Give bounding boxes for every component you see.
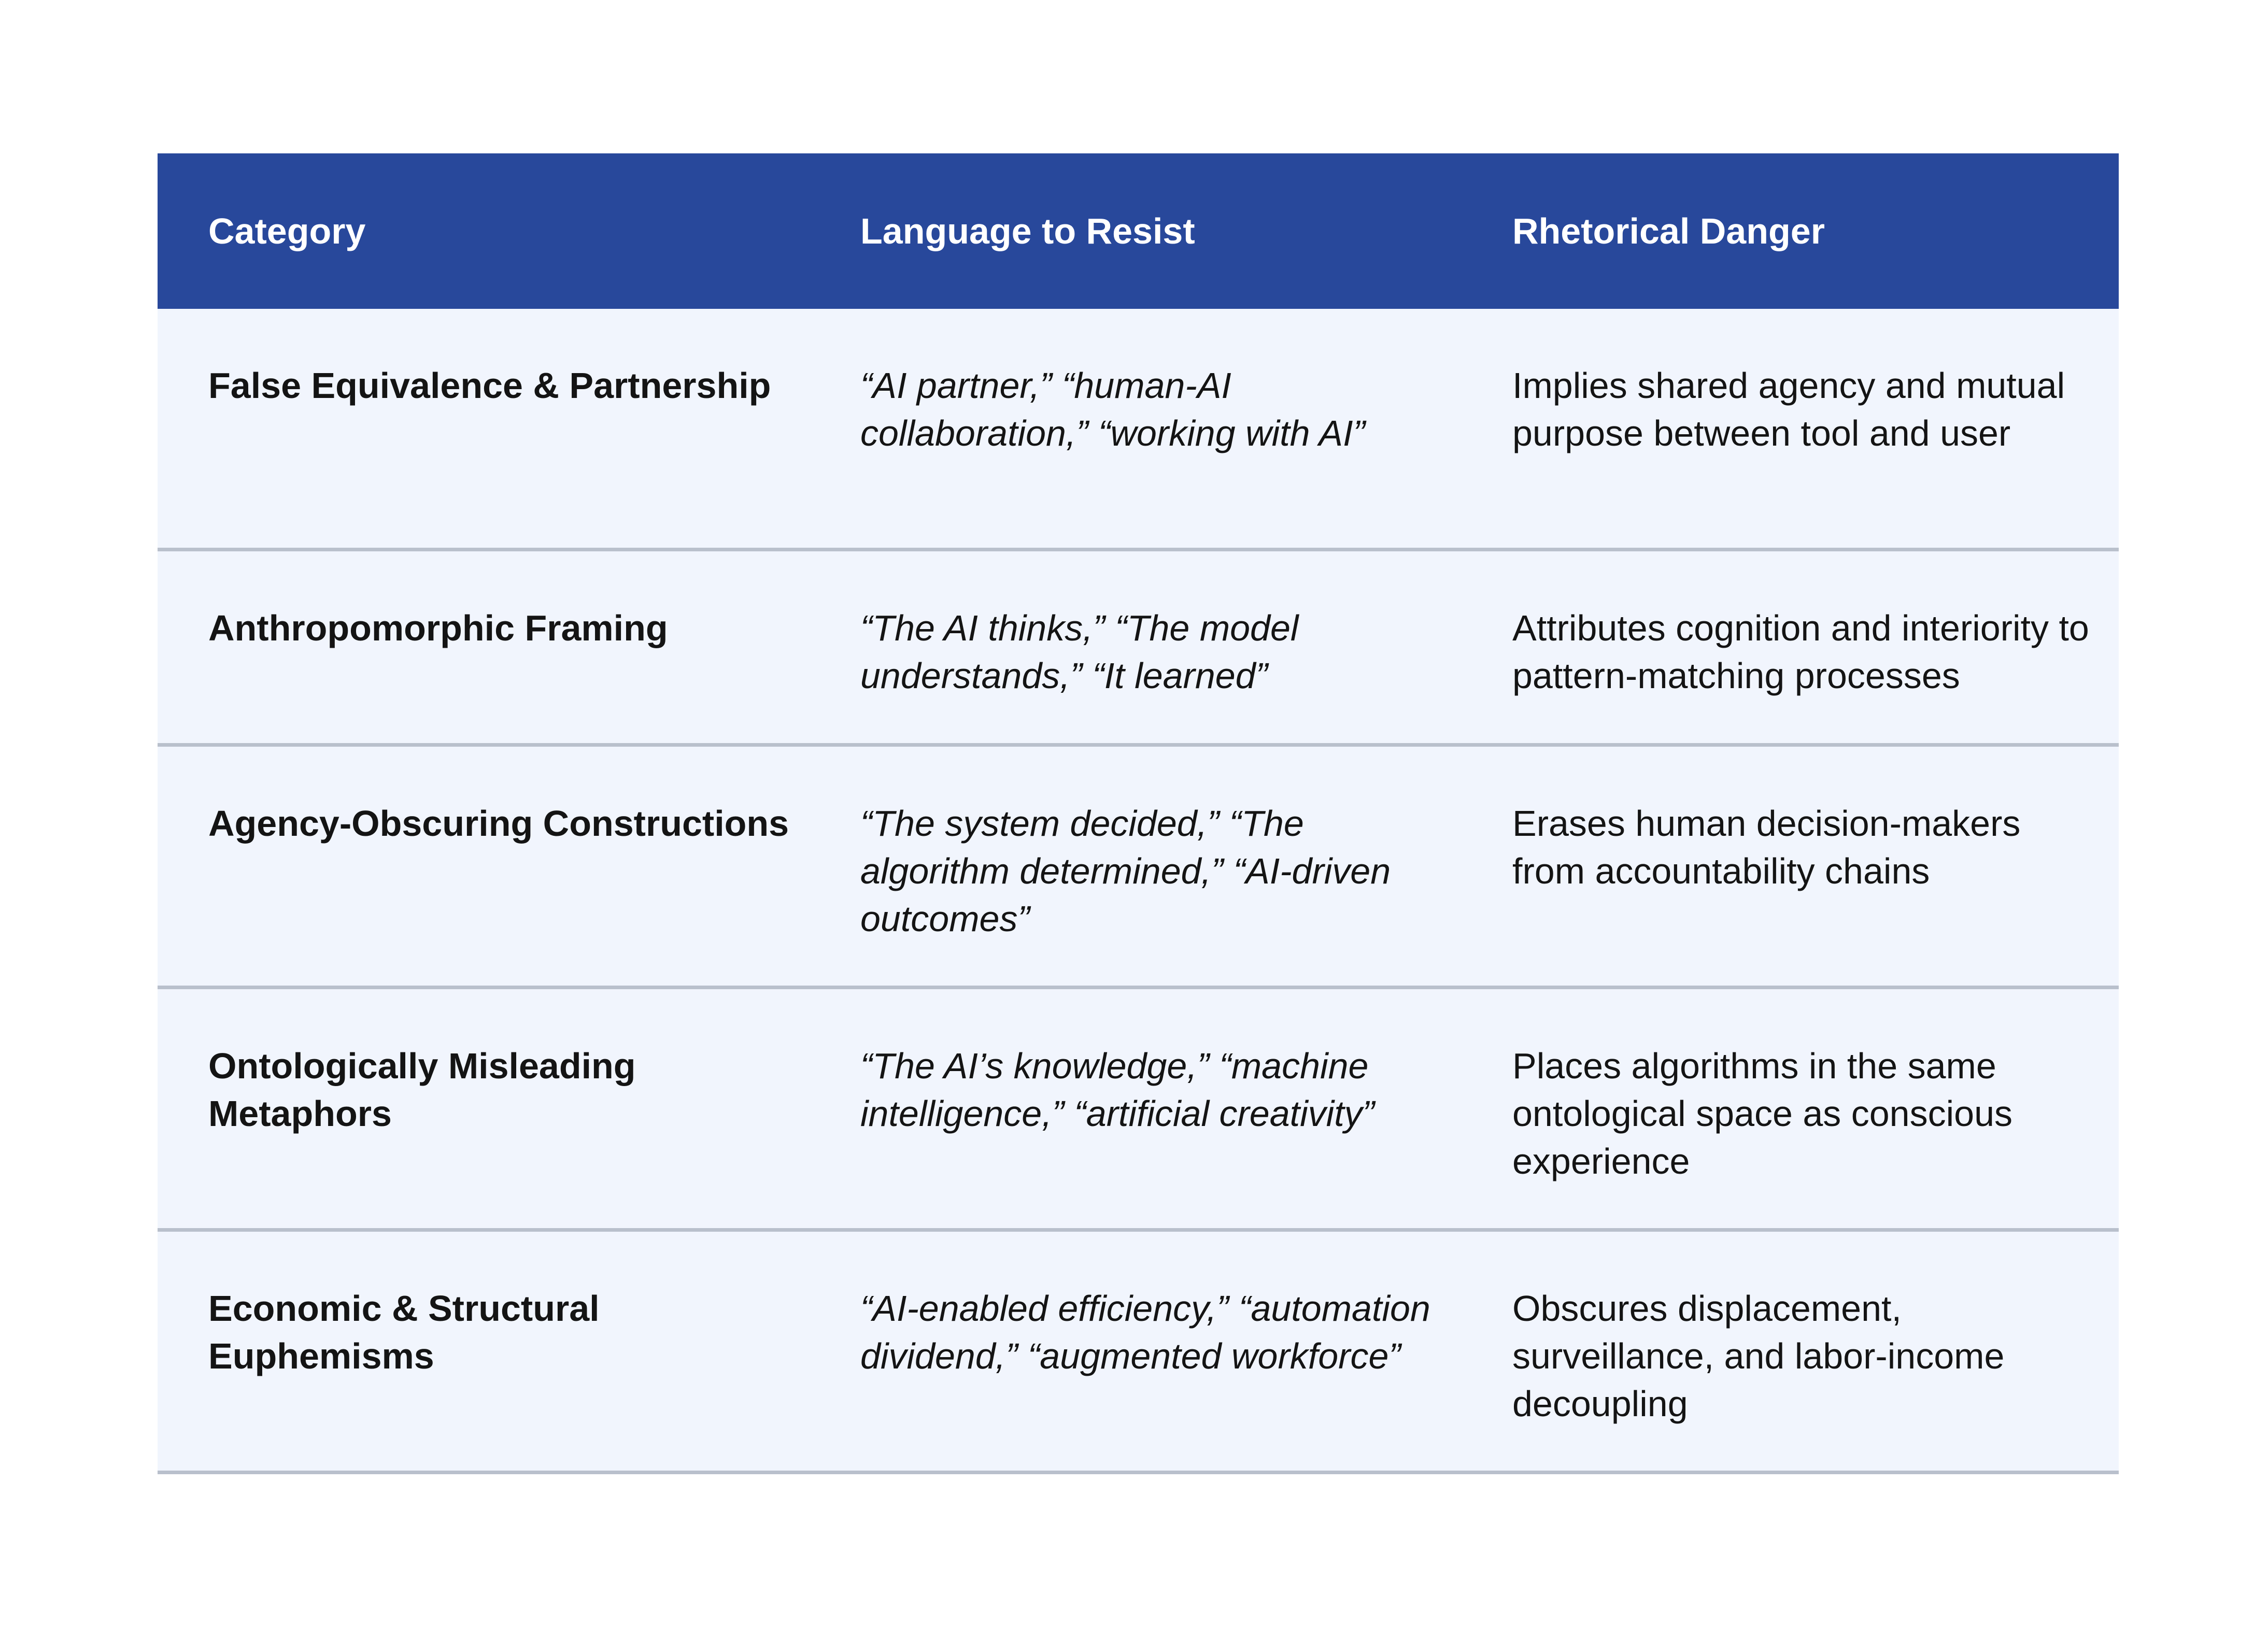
table-row — [158, 747, 2119, 989]
row-category: Economic & Structural Euphemisms — [208, 1288, 600, 1376]
row-language: “AI-enabled efficiency,” “automation dividend,” “augmented workforce” — [860, 1288, 1430, 1376]
row-language: “The AI thinks,” “The model understands,” “It learned” — [860, 608, 1299, 696]
table-row — [158, 309, 2119, 551]
row-danger: Attributes cognition and interiority to pattern-matching processes — [1512, 608, 2089, 696]
header-rhetorical-danger: Rhetorical Danger — [1512, 211, 1825, 251]
row-language: “The system decided,” “The algorithm determined,” “AI-driven outcomes” — [860, 803, 1391, 939]
language-table — [158, 153, 2119, 1474]
row-language: “The AI’s knowledge,” “machine intelligence,” “artificial creativity” — [860, 1046, 1374, 1134]
row-danger: Implies shared agency and mutual purpose between tool and user — [1512, 365, 2065, 453]
table-row — [158, 989, 2119, 1232]
row-danger: Erases human decision-makers from accountability chains — [1512, 803, 2021, 891]
row-category: Anthropomorphic Framing — [208, 608, 668, 648]
row-category: Ontologically Misleading Metaphors — [208, 1046, 636, 1134]
header-category: Category — [208, 211, 366, 251]
table-header-row — [158, 153, 2119, 309]
table-row — [158, 1232, 2119, 1474]
row-language: “AI partner,” “human-AI collaboration,” “working with AI” — [860, 365, 1365, 453]
row-danger: Obscures displacement, surveillance, and labor-income decoupling — [1512, 1288, 2005, 1424]
row-danger: Places algorithms in the same ontological space as conscious experience — [1512, 1046, 2013, 1181]
row-category: False Equivalence & Partnership — [208, 365, 771, 406]
row-category: Agency-Obscuring Constructions — [208, 803, 789, 844]
header-language-to-resist: Language to Resist — [860, 211, 1195, 251]
table-row — [158, 551, 2119, 747]
